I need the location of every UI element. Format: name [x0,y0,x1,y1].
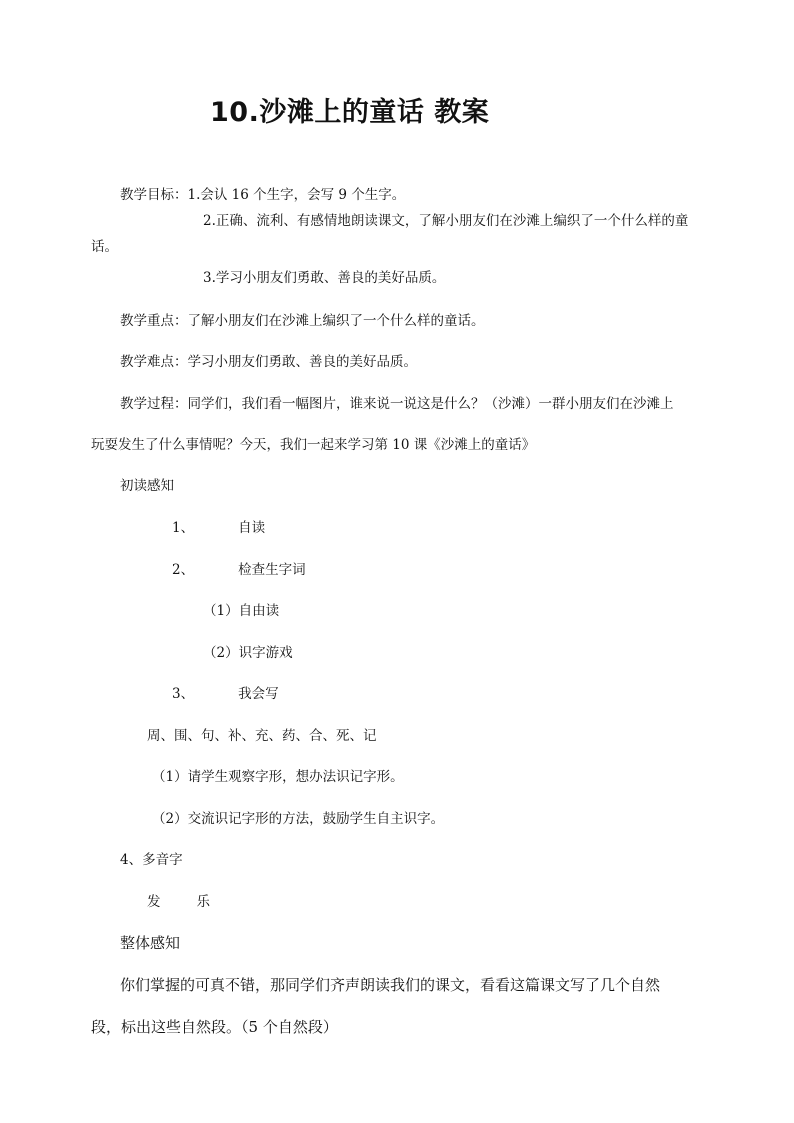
sub-step-2: （2）识字游戏 [203,645,293,661]
key-point-line [120,312,485,330]
objective-1: 1.会认 16 个生字，会写 9 个生字。 [187,187,406,203]
overall-heading: 整体感知 [120,934,181,952]
step-3-num: 3、 [172,686,195,702]
objective-2-line-b: 话。 [91,239,118,255]
overall-text-b: 段，标出这些自然段。（5 个自然段） [91,1018,338,1036]
key-point-label: 教学重点： [120,313,188,329]
process-text-a: 同学们，我们看一幅图片，谁来说一说这是什么？（沙滩）一群小朋友们在沙滩上 [187,396,674,412]
key-point-text: 了解小朋友们在沙滩上编织了一个什么样的童话。 [187,313,485,329]
process-line-a [120,395,674,413]
write-step-1: （1）请学生观察字形，想办法识记字形。 [152,769,404,785]
step-2-text: 检查生字词 [238,562,306,578]
step-2 [172,561,306,579]
step-3-text: 我会写 [238,686,279,702]
step-4: 4、多音字 [120,852,183,868]
objectives-label: 教学目标： [120,187,188,203]
difficulty-text: 学习小朋友们勇敢、善良的美好品质。 [187,354,417,370]
difficulty-line [120,353,417,371]
polyphonic-chars [147,893,210,911]
polyphonic-char-2: 乐 [196,894,210,910]
step-2-num: 2、 [172,562,195,578]
page-title: 10.沙滩上的童话 教案 [210,97,490,128]
first-reading-heading: 初读感知 [120,478,174,494]
objective-3: 3.学习小朋友们勇敢、善良的美好品质。 [203,270,446,286]
objectives-line-1 [120,186,405,204]
write-characters: 周、围、句、补、充、药、合、死、记 [147,728,377,744]
process-line-b: 玩耍发生了什么事情呢？今天，我们一起来学习第 10 课《沙滩上的童话》 [91,437,536,453]
process-label: 教学过程： [120,396,188,412]
polyphonic-char-1: 发 [147,894,161,910]
step-1-text: 自读 [238,520,266,536]
step-1 [172,519,265,537]
objective-2-line-a: 2.正确、流利、有感情地朗读课文，了解小朋友们在沙滩上编织了一个什么样的童 [203,213,689,229]
step-3 [172,685,279,703]
step-1-num: 1、 [172,520,195,536]
write-step-2: （2）交流识记字形的方法，鼓励学生自主识字。 [152,811,445,827]
sub-step-1: （1）自由读 [203,603,280,619]
overall-text-a: 你们掌握的可真不错，那同学们齐声朗读我们的课文，看看这篇课文写了几个自然 [120,976,661,994]
difficulty-label: 教学难点： [120,354,188,370]
